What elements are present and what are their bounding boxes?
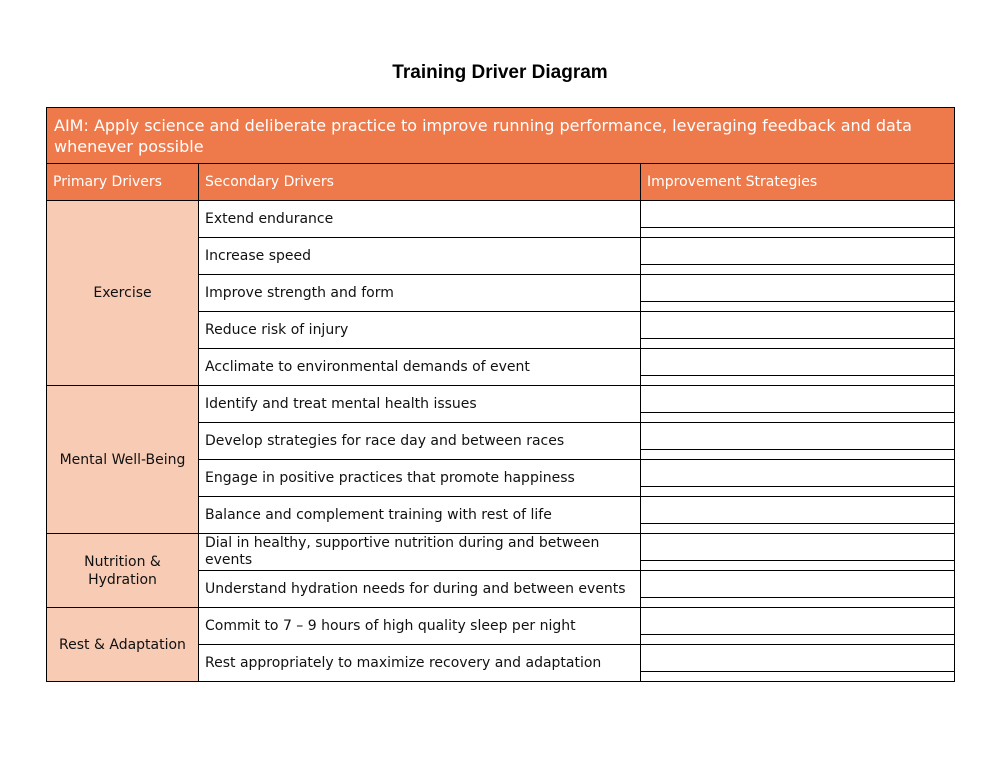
secondary-driver: Acclimate to environmental demands of event [199, 349, 641, 386]
aim-row [47, 108, 955, 164]
improvement-strategy-cell[interactable] [641, 571, 955, 608]
secondary-driver: Dial in healthy, supportive nutrition during and between events [199, 534, 641, 571]
improvement-strategy-cell[interactable] [641, 608, 955, 645]
aim-statement: AIM: Apply science and deliberate practice to improve running performance, leveraging feedback and data whenever possible [47, 108, 955, 164]
driver-diagram-table [46, 107, 955, 682]
page-title: Training Driver Diagram [392, 62, 608, 83]
secondary-drivers-header: Secondary Drivers [199, 164, 641, 201]
improvement-strategy-cell[interactable] [641, 497, 955, 534]
primary-driver: Nutrition & Hydration [47, 534, 199, 608]
strategy-divider [641, 301, 954, 302]
secondary-driver: Identify and treat mental health issues [199, 386, 641, 423]
strategy-divider [641, 412, 954, 413]
strategy-divider [641, 449, 954, 450]
strategy-divider [641, 671, 954, 672]
secondary-driver: Commit to 7 – 9 hours of high quality sleep per night [199, 608, 641, 645]
strategy-divider [641, 634, 954, 635]
primary-drivers-header: Primary Drivers [47, 164, 199, 201]
strategy-divider [641, 597, 954, 598]
improvement-strategy-cell[interactable] [641, 386, 955, 423]
strategy-divider [641, 523, 954, 524]
strategy-divider [641, 486, 954, 487]
primary-driver: Mental Well-Being [47, 386, 199, 534]
strategy-divider [641, 560, 954, 561]
primary-driver: Exercise [47, 201, 199, 386]
secondary-driver: Increase speed [199, 238, 641, 275]
strategy-divider [641, 338, 954, 339]
improvement-strategies-header: Improvement Strategies [641, 164, 955, 201]
improvement-strategy-cell[interactable] [641, 645, 955, 682]
strategy-divider [641, 227, 954, 228]
secondary-driver: Balance and complement training with rest of life [199, 497, 641, 534]
improvement-strategy-cell[interactable] [641, 201, 955, 238]
driver-row [47, 386, 955, 423]
improvement-strategy-cell[interactable] [641, 349, 955, 386]
improvement-strategy-cell[interactable] [641, 275, 955, 312]
improvement-strategy-cell[interactable] [641, 534, 955, 571]
strategy-divider [641, 375, 954, 376]
driver-row [47, 608, 955, 645]
improvement-strategy-cell[interactable] [641, 460, 955, 497]
secondary-driver: Engage in positive practices that promote happiness [199, 460, 641, 497]
header-row [47, 164, 955, 201]
driver-row [47, 201, 955, 238]
improvement-strategy-cell[interactable] [641, 238, 955, 275]
primary-driver: Rest & Adaptation [47, 608, 199, 682]
secondary-driver: Extend endurance [199, 201, 641, 238]
secondary-driver: Rest appropriately to maximize recovery and adaptation [199, 645, 641, 682]
secondary-driver: Improve strength and form [199, 275, 641, 312]
strategy-divider [641, 264, 954, 265]
secondary-driver: Understand hydration needs for during and between events [199, 571, 641, 608]
driver-row [47, 534, 955, 571]
improvement-strategy-cell[interactable] [641, 312, 955, 349]
improvement-strategy-cell[interactable] [641, 423, 955, 460]
secondary-driver: Reduce risk of injury [199, 312, 641, 349]
secondary-driver: Develop strategies for race day and between races [199, 423, 641, 460]
